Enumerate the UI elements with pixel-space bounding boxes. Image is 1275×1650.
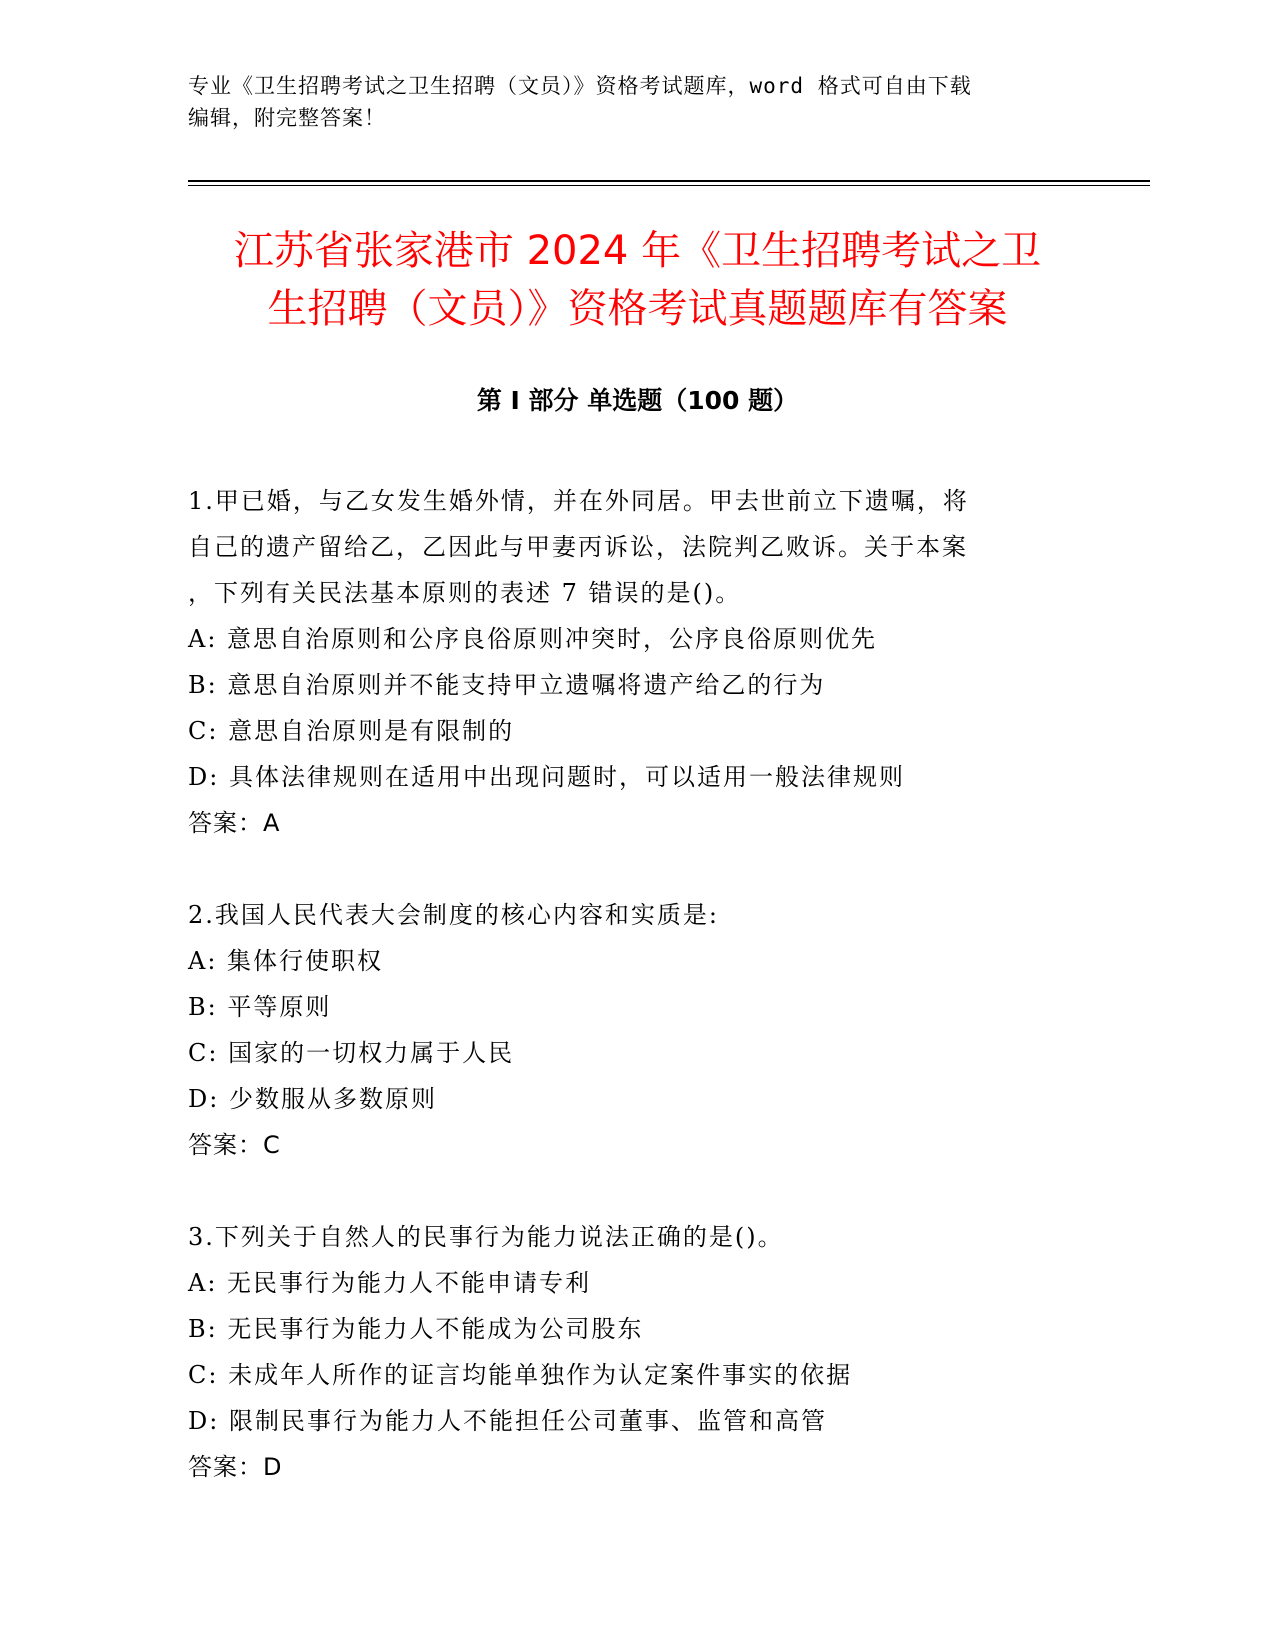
header-line-1: 专业《卫生招聘考试之卫生招聘（文员）》资格考试题库，word 格式可自由下载 xyxy=(188,74,972,98)
option-a: A: 无民事行为能力人不能申请专利 xyxy=(188,1269,592,1297)
option-b: B: 无民事行为能力人不能成为公司股东 xyxy=(188,1315,644,1343)
title-line-2: 生招聘（文员）》资格考试真题题库有答案 xyxy=(267,286,1008,332)
question-stem-line: 自己的遗产留给乙，乙因此与甲妻丙诉讼，法院判乙败诉。关于本案 xyxy=(188,533,968,561)
answer: 答案：C xyxy=(188,1131,281,1159)
header-divider-thick xyxy=(188,180,1150,182)
option-a: A: 集体行使职权 xyxy=(188,947,384,975)
option-a: A: 意思自治原则和公序良俗原则冲突时，公序良俗原则优先 xyxy=(188,625,878,653)
option-d: D: 少数服从多数原则 xyxy=(188,1085,437,1113)
question-stem-line: ，下列有关民法基本原则的表述 7 错误的是()。 xyxy=(188,579,742,607)
option-c: C: 未成年人所作的证言均能单独作为认定案件事实的依据 xyxy=(188,1361,853,1389)
answer: 答案：D xyxy=(188,1453,283,1481)
question-stem-line: 1.甲已婚，与乙女发生婚外情，并在外同居。甲去世前立下遗嘱，将 xyxy=(188,487,969,515)
page-header xyxy=(188,70,1088,134)
question-1 xyxy=(188,478,1108,846)
title-line-1: 江苏省张家港市 2024 年《卫生招聘考试之卫 xyxy=(233,228,1042,274)
option-c: C: 意思自治原则是有限制的 xyxy=(188,717,515,745)
question-3 xyxy=(188,1214,1108,1490)
header-divider-thin xyxy=(188,185,1150,186)
question-stem-line: 2.我国人民代表大会制度的核心内容和实质是: xyxy=(188,901,719,929)
option-c: C: 国家的一切权力属于人民 xyxy=(188,1039,515,1067)
option-b: B: 平等原则 xyxy=(188,993,332,1021)
question-2 xyxy=(188,892,1108,1168)
option-d: D: 具体法律规则在适用中出现问题时，可以适用一般法律规则 xyxy=(188,763,905,791)
header-line-2: 编辑，附完整答案！ xyxy=(188,106,386,130)
option-b: B: 意思自治原则并不能支持甲立遗嘱将遗产给乙的行为 xyxy=(188,671,826,699)
document-title xyxy=(150,222,1125,338)
question-stem-line: 3.下列关于自然人的民事行为能力说法正确的是()。 xyxy=(188,1223,784,1251)
question-list xyxy=(188,478,1108,1536)
section-heading: 第 I 部分 单选题（100 题） xyxy=(476,386,799,415)
answer: 答案：A xyxy=(188,809,281,837)
option-d: D: 限制民事行为能力人不能担任公司董事、监管和高管 xyxy=(188,1407,827,1435)
